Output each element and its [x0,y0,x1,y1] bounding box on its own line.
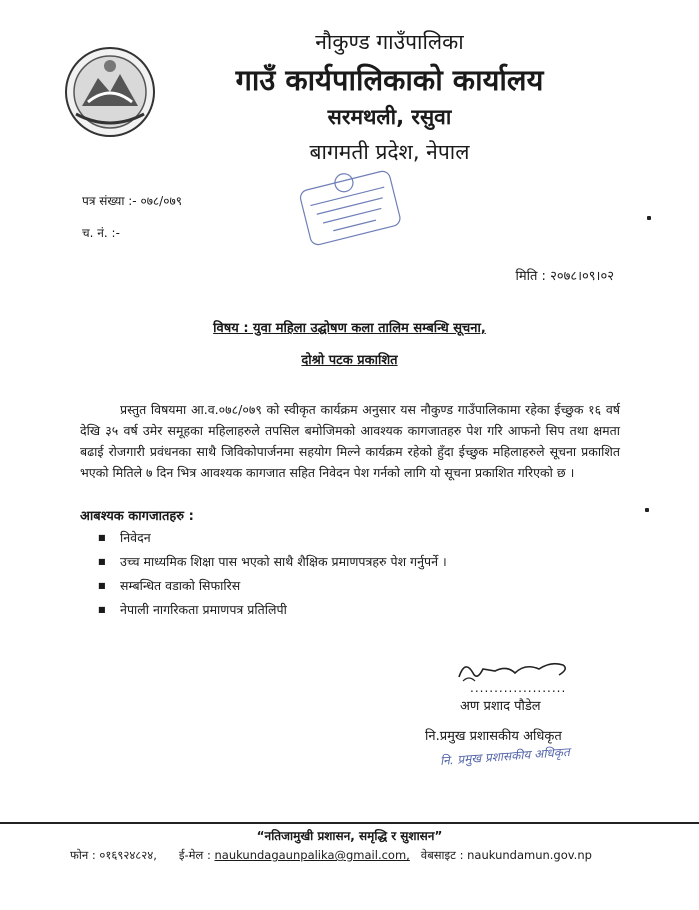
office-stamp [290,162,410,252]
designation-stamp: नि. प्रमुख प्रशासकीय अधिकृत [439,744,571,768]
letter-date: मिति : २०७८।०९।०२ [515,269,614,284]
list-item: ■ उच्च माध्यमिक शिक्षा पास भएको साथै शैक्षिक प्रमाणपत्रहरु पेश गर्नुपर्ने । [98,551,447,575]
subject-line [0,318,699,336]
office-address: सरमथली, रसुवा [327,105,452,129]
dispatch-number: च. नं. :- [82,226,120,240]
footer-website[interactable]: naukundamun.gov.np [467,848,592,862]
list-item: ■ निवेदन [98,527,447,551]
signer-title: नि.प्रमुख प्रशासकीय अधिकृत [425,729,562,744]
requirements-list [98,527,447,623]
notice-body: प्रस्तुत विषयमा आ.व.०७८/०७९ को स्वीकृत कार्यक्रम अनुसार यस नौकुण्ड गाउँपालिकामा रहेका ईच्छुक १६ वर्ष देखि ३५ वर्ष उमेर समूहका महिलाहरुले तपसिल बमोजिमको आवश्यक कागजातहरु पेश गरि आफनो सिप तथा क्षमता बढाई रोजगारी प्रवंधनका साथै जिविकोपार्जनमा सहयोग मिल्ने कार्यक्रम रहेको हुँदा ईच्छुक महिलाहरुले सूचना प्रकाशित भएको मितिले ७ दिन भित्र आवश्यक कागजात सहित निवेदन पेश गर्नको लागि यो सूचना प्रकाशित गरिएको छ । [80,402,620,480]
office-name: गाउँ कार्यपालिकाको कार्यालय [235,63,544,97]
subject-text: विषय : युवा महिला उद्घोषण कला तालिम सम्बन्धि सूचना, [213,321,486,336]
province-country: बागमती प्रदेश, नेपाल [309,140,470,164]
signer-name: अण प्रशाद पौडेल [460,699,541,714]
signature-line: .................... [470,681,567,695]
footer-motto: “नतिजामुखी प्रशासन, समृद्धि र सुशासन” [256,829,443,843]
scan-speck [647,216,651,220]
scan-speck [645,508,649,512]
footer-phone: फोन : ०१६९२४८२४, [70,848,157,862]
footer-email-label: ई-मेल : [178,848,211,862]
list-item: ■ नेपाली नागरिकता प्रमाणपत्र प्रतिलिपी [98,599,447,623]
footer-divider [0,822,699,824]
subject-line-2 [0,350,699,368]
letter-number: पत्र संख्या :- ०७८/०७९ [82,194,182,208]
requirements-heading: आबश्यक कागजातहरु : [80,509,194,524]
municipality-name: नौकुण्ड गाउँपालिका [315,30,464,54]
footer-website-label: वेबसाइट : [420,848,464,862]
footer-email-link[interactable]: naukundagaunpalika@gmail.com, [214,848,410,862]
list-item: ■ सम्बन्धित वडाको सिफारिस [98,575,447,599]
footer-contact [70,848,592,863]
subject-text-2: दोश्रो पटक प्रकाशित [301,353,398,368]
